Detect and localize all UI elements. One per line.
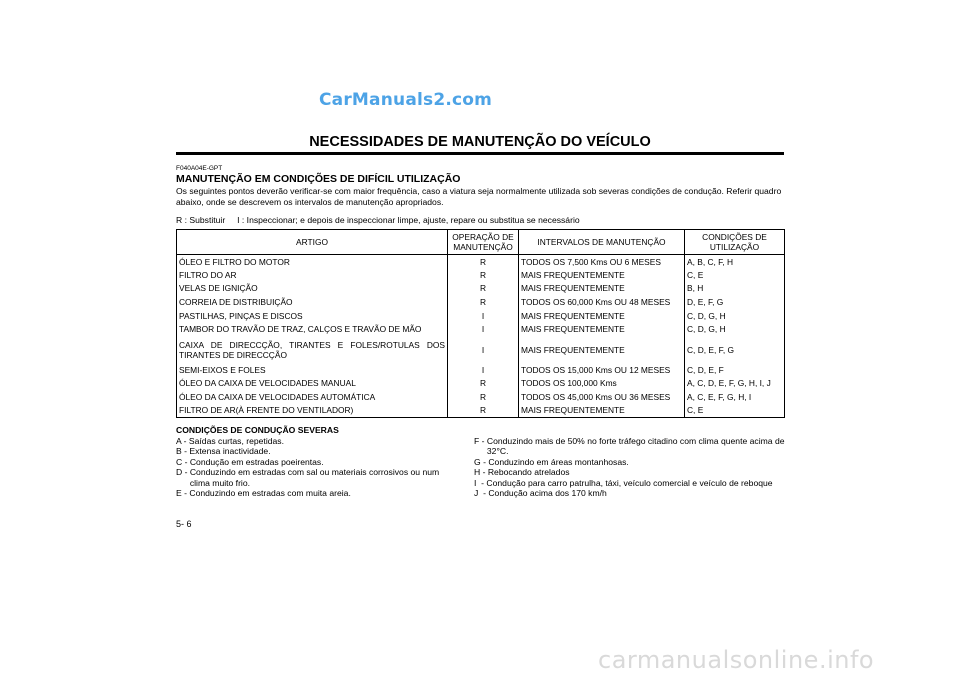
page-title: NECESSIDADES DE MANUTENÇÃO DO VEÍCULO	[309, 134, 651, 150]
cell-conditions: B, H	[685, 282, 785, 296]
condition-item	[474, 436, 786, 457]
cell-article: CAIXA DE DIRECCÇÃO, TIRANTES E FOLES/ROTULAS DOS TIRANTES DE DIRECCÇÃO	[177, 336, 448, 363]
table-row	[177, 309, 785, 323]
cell-article: FILTRO DO AR	[177, 268, 448, 282]
cell-article: VELAS DE IGNIÇÃO	[177, 282, 448, 296]
condition-letter: E -	[176, 488, 190, 499]
cell-interval: TODOS OS 45,000 Kms OU 36 MESES	[519, 390, 685, 404]
condition-item	[474, 488, 786, 498]
page-number: 5- 6	[176, 519, 192, 529]
header-operation: OPERAÇÃO DE MANUTENÇÃO	[448, 230, 519, 255]
condition-item	[474, 467, 786, 477]
table-row	[177, 404, 785, 418]
condition-item	[474, 457, 786, 467]
condition-item	[176, 467, 460, 488]
cell-conditions: D, E, F, G	[685, 295, 785, 309]
cell-interval: MAIS FREQUENTEMENTE	[519, 268, 685, 282]
cell-operation: R	[448, 404, 519, 418]
table-row	[177, 390, 785, 404]
condition-letter: G -	[474, 456, 489, 467]
cell-operation: R	[448, 282, 519, 296]
maintenance-table	[176, 229, 785, 418]
watermark-bottom: carmanualsonline.info	[598, 646, 875, 674]
condition-item	[176, 488, 460, 498]
section-code: F040A04E-GPT	[176, 165, 223, 172]
conditions-title: CONDIÇÕES DE CONDUÇÃO SEVERAS	[176, 425, 339, 435]
cell-operation: I	[448, 322, 519, 336]
title-rule	[176, 152, 784, 155]
cell-conditions: C, D, G, H	[685, 322, 785, 336]
table-row	[177, 336, 785, 363]
cell-operation: I	[448, 363, 519, 377]
condition-text: Conduzindo em estradas com sal ou materiais corrosivos ou num clima muito frio.	[189, 467, 440, 488]
table-row	[177, 295, 785, 309]
cell-interval: TODOS OS 15,000 Kms OU 12 MESES	[519, 363, 685, 377]
table-row	[177, 268, 785, 282]
cell-operation: R	[448, 377, 519, 391]
conditions-right-list	[474, 436, 786, 498]
table-row	[177, 322, 785, 336]
condition-letter: J -	[474, 488, 489, 499]
cell-interval: TODOS OS 7,500 Kms OU 6 MESES	[519, 255, 685, 269]
condition-text: Condução para carro patrulha, táxi, veículo comercial e veículo de reboque	[486, 477, 773, 488]
condition-text: Extensa inactividade.	[189, 446, 271, 457]
cell-operation: R	[448, 390, 519, 404]
cell-operation: R	[448, 295, 519, 309]
cell-article: CORREIA DE DISTRIBUIÇÃO	[177, 295, 448, 309]
cell-operation: I	[448, 336, 519, 363]
condition-item	[474, 478, 786, 488]
table-row	[177, 363, 785, 377]
cell-conditions: C, D, G, H	[685, 309, 785, 323]
condition-text: Conduzindo em estradas com muita areia.	[189, 488, 351, 499]
condition-letter: H -	[474, 467, 488, 478]
cell-article: PASTILHAS, PINÇAS E DISCOS	[177, 309, 448, 323]
cell-interval: MAIS FREQUENTEMENTE	[519, 336, 685, 363]
condition-letter: A -	[176, 436, 189, 446]
cell-operation: R	[448, 268, 519, 282]
cell-conditions: A, B, C, F, H	[685, 255, 785, 269]
condition-item	[176, 446, 460, 456]
condition-letter: C -	[176, 456, 190, 467]
cell-article: SEMI-EIXOS E FOLES	[177, 363, 448, 377]
cell-conditions: C, E	[685, 404, 785, 418]
cell-article: TAMBOR DO TRAVÃO DE TRAZ, CALÇOS E TRAVÃO DE MÃO	[177, 322, 448, 336]
header-conditions: CONDIÇÕES DE UTILIZAÇÃO	[685, 230, 785, 255]
condition-item	[176, 457, 460, 467]
cell-operation: I	[448, 309, 519, 323]
condition-text: Conduzindo em áreas montanhosas.	[488, 456, 629, 467]
condition-text: Condução acima dos 170 km/h	[488, 488, 607, 499]
condition-text: Condução em estradas poeirentas.	[189, 456, 324, 467]
cell-conditions: A, C, E, F, G, H, I	[685, 390, 785, 404]
watermark-top: CarManuals2.com	[319, 90, 493, 110]
table-header-row	[177, 230, 785, 255]
condition-letter: F -	[474, 436, 487, 446]
cell-article: ÓLEO DA CAIXA DE VELOCIDADES AUTOMÁTICA	[177, 390, 448, 404]
table-row	[177, 377, 785, 391]
condition-text: Rebocando atrelados	[487, 467, 570, 478]
section-heading: MANUTENÇÃO EM CONDIÇÕES DE DIFÍCIL UTILIZAÇÃO	[176, 173, 461, 185]
condition-letter: D -	[176, 467, 190, 478]
header-article: ARTIGO	[177, 230, 448, 255]
cell-interval: TODOS OS 60,000 Kms OU 48 MESES	[519, 295, 685, 309]
cell-conditions: C, E	[685, 268, 785, 282]
cell-interval: MAIS FREQUENTEMENTE	[519, 322, 685, 336]
condition-letter: I -	[474, 477, 487, 488]
cell-article: ÓLEO E FILTRO DO MOTOR	[177, 255, 448, 269]
conditions-left-list	[176, 436, 460, 498]
condition-item	[176, 436, 460, 446]
cell-article: FILTRO DE AR(À FRENTE DO VENTILADOR)	[177, 404, 448, 418]
cell-conditions: C, D, E, F, G	[685, 336, 785, 363]
condition-text: Conduzindo mais de 50% no forte tráfego citadino com clima quente acima de 32°C.	[486, 436, 785, 457]
intro-text: Os seguintes pontos deverão verificar-se com maior frequência, caso a viatura seja normalmente utilizada sob severas condições de condução. Referir quadro abaixo, onde se descrevem os intervalos de manutenção apropriados.	[176, 186, 782, 207]
table-row	[177, 255, 785, 269]
cell-interval: MAIS FREQUENTEMENTE	[519, 404, 685, 418]
cell-conditions: C, D, E, F	[685, 363, 785, 377]
table-row	[177, 282, 785, 296]
cell-interval: TODOS OS 100,000 Kms	[519, 377, 685, 391]
cell-interval: MAIS FREQUENTEMENTE	[519, 309, 685, 323]
condition-letter: B -	[176, 446, 190, 457]
condition-text: Saídas curtas, repetidas.	[188, 436, 284, 446]
cell-conditions: A, C, D, E, F, G, H, I, J	[685, 377, 785, 391]
legend-text: R : Substituir I : Inspeccionar; e depois de inspeccionar limpe, ajuste, repare ou substitua se necessário	[176, 215, 580, 225]
header-interval: INTERVALOS DE MANUTENÇÃO	[519, 230, 685, 255]
cell-interval: MAIS FREQUENTEMENTE	[519, 282, 685, 296]
cell-operation: R	[448, 255, 519, 269]
cell-article: ÓLEO DA CAIXA DE VELOCIDADES MANUAL	[177, 377, 448, 391]
